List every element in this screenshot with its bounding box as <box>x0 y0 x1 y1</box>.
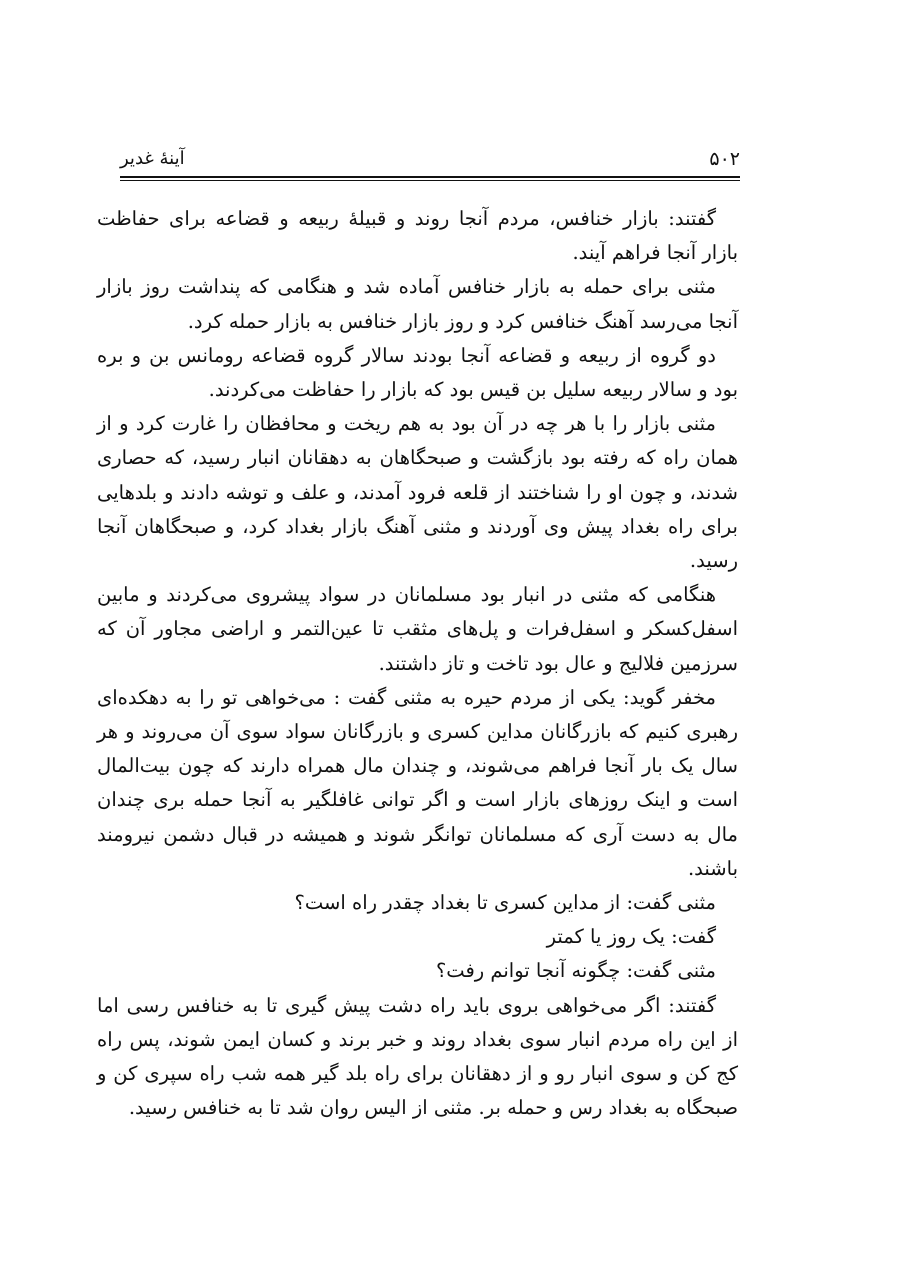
running-title: آینۀ غدیر <box>120 148 185 169</box>
paragraph: گفتند: اگر می‌خواهی بروی باید راه دشت پیش گیری تا به خنافس رسی اما از این راه مردم انبار سوی بغداد روند و خبر برند و کسان ایمن شوند، پس راه کج کن و سوی انبار رو و از دهقانان برای راه بلد گیر همه شب راه سپری کن و صبحگاه به بغداد رس و حمله بر. مثنی از الیس روان شد تا به خنافس رسید. <box>97 993 738 1120</box>
paragraph: گفتند: بازار خنافس، مردم آنجا روند و قبیلۀ ربیعه و قضاعه برای حفاظت بازار آنجا فراهم آیند. <box>97 207 738 265</box>
header-rule-thick <box>120 176 740 178</box>
header-rule-thin <box>120 180 740 181</box>
page-header <box>120 146 740 178</box>
dialog-line: مثنی گفت: از مداین کسری تا بغداد چقدر راه است؟ <box>294 891 716 915</box>
body-text <box>97 202 738 1125</box>
paragraph: مثنی برای حمله به بازار خنافس آماده شد و هنگامی که پنداشت روز بازار آنجا می‌رسد آهنگ خنافس کرد و روز بازار خنافس به بازار حمله کرد. <box>97 275 738 333</box>
paragraph: دو گروه از ربیعه و قضاعه آنجا بودند سالار گروه قضاعه رومانس بن و بره بود و سالار ربیعه سلیل بن قیس بود که بازار را حفاظت می‌کردند. <box>97 343 738 402</box>
dialog-line: مثنی گفت: چگونه آنجا توانم رفت؟ <box>435 959 716 983</box>
dialog-line: گفت: یک روز یا کمتر <box>546 925 716 949</box>
paragraph: مثنی بازار را با هر چه در آن بود به هم ریخت و محافظان را غارت کرد و از همان راه که رفته بود بازگشت و صبحگاهان به دهقانان انبار رسید، که حصاری شدند، و چون او را شناختند از قلعه فرود آمدند، و علف و توشه دادند و بلدهایی برای راه بغداد پیش وی آوردند و مثنی آهنگ بازار بغداد کرد، و صبحگاهان آنجا رسید. <box>97 412 738 573</box>
paragraph: هنگامی که مثنی در انبار بود مسلمانان در سواد پیشروی می‌کردند و مابین اسفل‌کسکر و اسفل‌فرات و پل‌های مثقب تا عین‌التمر و اراضی مجاور آن که سرزمین فلالیج و عال بود تاخت و تاز داشتند. <box>97 583 738 675</box>
paragraph: مخفر گوید: یکی از مردم حیره به مثنی گفت : می‌خواهی تو را به دهکده‌ای رهبری کنیم که بازرگانان مداین کسری و بازرگانان سواد سوی آن می‌روند و هر سال یک بار آنجا فراهم می‌شوند، و چندان مال همراه دارند که چون بیت‌المال است و اینک روزهای بازار است و اگر توانی غافلگیر به آنجا حمله بری چندان مال به دست آری که مسلمانان توانگر شوند و همیشه در قبال دشمن نیرومند باشند. <box>97 685 738 880</box>
page-number: ۵۰۲ <box>709 148 740 170</box>
